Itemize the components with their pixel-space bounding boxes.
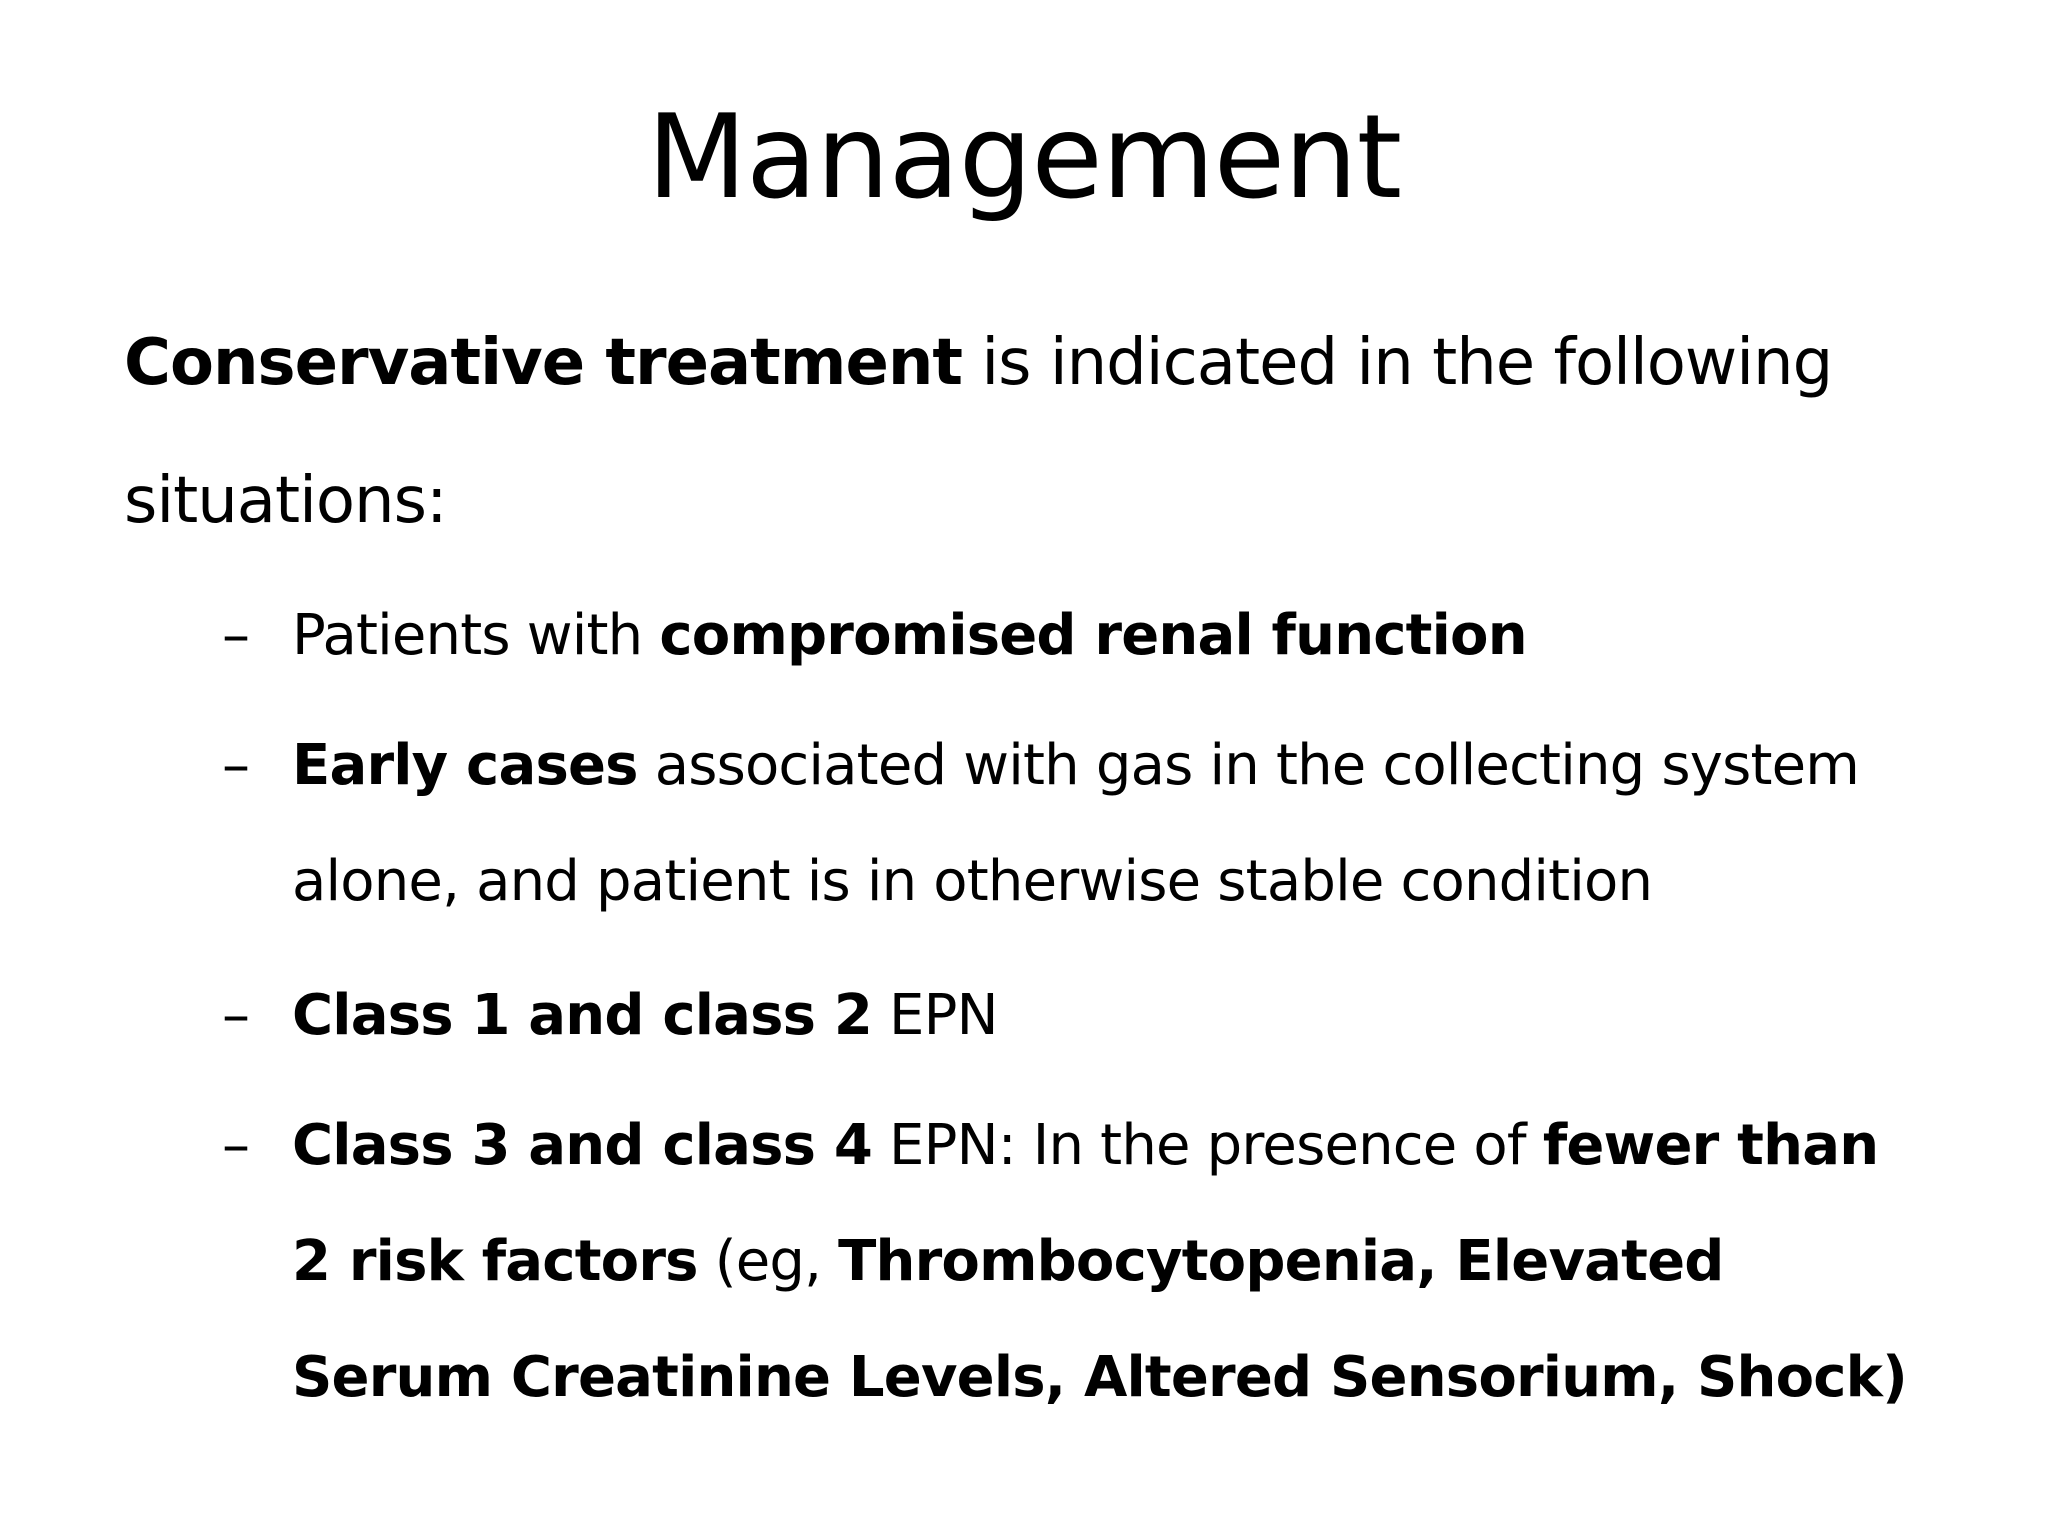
- bullet-bold-part: Class 3 and class 4: [292, 1113, 873, 1178]
- intro-line-2: situations:: [124, 464, 447, 538]
- bullet-dash: –: [222, 1113, 250, 1178]
- bullet-dash: –: [222, 983, 250, 1048]
- intro-line-1: [124, 320, 1964, 406]
- bullet-text: [292, 1088, 1932, 1436]
- bullet-text: [292, 578, 1932, 694]
- bullet-bold-part: fewer than 2 risk factors: [292, 1113, 1879, 1294]
- bullet-dash: –: [222, 733, 250, 798]
- bullet-dash: –: [222, 603, 250, 668]
- bullet-text: [292, 958, 1932, 1074]
- bullet-text-part: Patients with: [292, 603, 660, 668]
- bullet-bold-part: Early cases: [292, 733, 638, 798]
- bullet-text: [292, 708, 1932, 940]
- bullet-bold-part: Class 1 and class 2: [292, 983, 873, 1048]
- slide-title: Management: [646, 90, 1402, 225]
- intro-bold-lead: Conservative treatment: [124, 326, 962, 400]
- bullet-text-part: EPN: [872, 983, 998, 1048]
- bullet-bold-part: compromised renal function: [659, 603, 1527, 668]
- intro-rest: is indicated in the following: [962, 326, 1833, 400]
- bullet-text-part: EPN: In the presence of: [872, 1113, 1543, 1178]
- bullet-bold-part: Thrombocytopenia, Elevated Serum Creatinine Levels, Altered Sensorium, Shock): [292, 1229, 1907, 1410]
- bullet-text-part: associated with gas in the collecting system alone, and patient is in otherwise stable condition: [292, 733, 1860, 914]
- bullet-text-part: (eg,: [697, 1229, 839, 1294]
